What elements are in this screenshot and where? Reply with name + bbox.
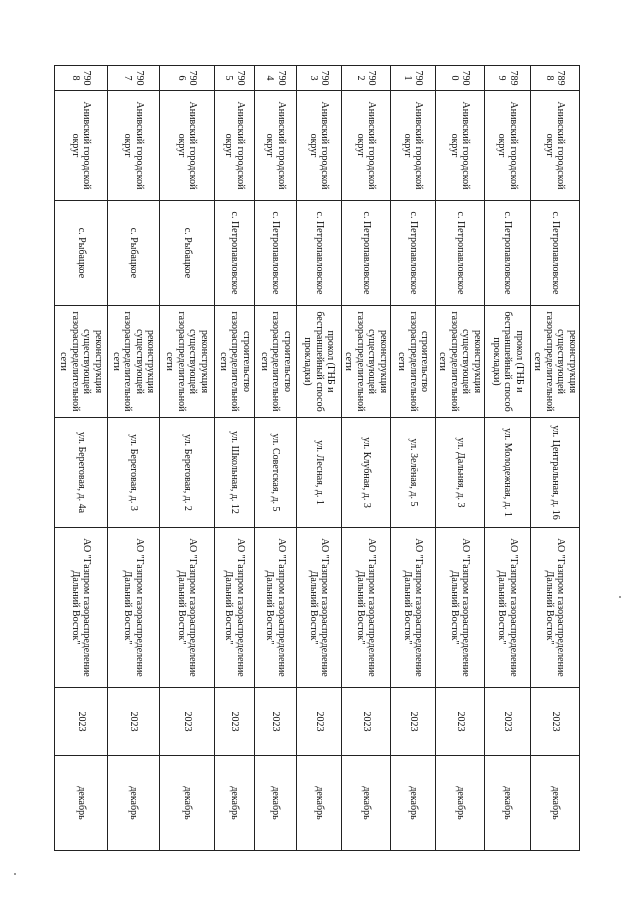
organization-cell: АО "Газпром газораспределение Дальний Восток" [215,528,255,688]
year-cell: 2023 [391,688,436,756]
locality-cell: с. Петропавловское [531,201,580,306]
work-type-cell: реконструкция существующей газораспределительной сети [342,306,391,418]
year-cell: 2023 [160,688,215,756]
address-cell: ул. Береговая, д. 3 [108,418,160,528]
row-number: 7906 [160,66,215,91]
month-cell: декабрь [215,756,255,851]
address-cell: ул. Береговая, д. 4а [55,418,108,528]
locality-cell: с. Петропавловское [391,201,436,306]
locality-cell: с. Рыбацкое [160,201,215,306]
year-cell: 2023 [436,688,485,756]
locality-cell: с. Петропавловское [436,201,485,306]
district-cell: Анивский городской округ [215,91,255,201]
locality-cell: с. Рыбацкое [55,201,108,306]
district-cell: Анивский городской округ [485,91,531,201]
year-cell: 2023 [215,688,255,756]
year-cell: 2023 [531,688,580,756]
month-cell: декабрь [108,756,160,851]
district-cell: Анивский городской округ [160,91,215,201]
locality-cell: с. Петропавловское [297,201,342,306]
work-type-cell: строительство газораспределительной сети [391,306,436,418]
locality-cell: с. Петропавловское [485,201,531,306]
scan-speck [14,873,16,875]
organization-cell: АО "Газпром газораспределение Дальний Восток" [436,528,485,688]
row-number: 7900 [436,66,485,91]
table-row [485,66,531,851]
year-cell: 2023 [342,688,391,756]
work-type-cell: прокол (ГНБ и бестраншейный способ прокладки) [297,306,342,418]
work-type-cell: реконструкция существующей газораспределительной сети [531,306,580,418]
district-cell: Анивский городской округ [255,91,297,201]
row-number: 7907 [108,66,160,91]
table-row [55,66,108,851]
district-cell: Анивский городской округ [297,91,342,201]
address-cell: ул. Береговая, д. 2 [160,418,215,528]
district-cell: Анивский городской округ [436,91,485,201]
work-type-cell: строительство газораспределительной сети [255,306,297,418]
organization-cell: АО "Газпром газораспределение Дальний Восток" [531,528,580,688]
row-number: 7903 [297,66,342,91]
organization-cell: АО "Газпром газораспределение Дальний Восток" [342,528,391,688]
row-number: 7904 [255,66,297,91]
address-cell: ул. Советская, д. 5 [255,418,297,528]
locality-cell: с. Петропавловское [215,201,255,306]
year-cell: 2023 [55,688,108,756]
year-cell: 2023 [485,688,531,756]
work-type-cell: реконструкция существующей газораспределительной сети [108,306,160,418]
organization-cell: АО "Газпром газораспределение Дальний Восток" [108,528,160,688]
month-cell: декабрь [436,756,485,851]
work-type-cell: реконструкция существующей газораспределительной сети [55,306,108,418]
address-cell: ул. Дальняя, д. 3 [436,418,485,528]
table-row [436,66,485,851]
works-table [54,65,580,851]
district-cell: Анивский городской округ [342,91,391,201]
address-cell: ул. Молодежная, д. 1 [485,418,531,528]
organization-cell: АО "Газпром газораспределение Дальний Восток" [255,528,297,688]
locality-cell: с. Петропавловское [342,201,391,306]
address-cell: ул. Клубная, д. 3 [342,418,391,528]
table-row [531,66,580,851]
organization-cell: АО "Газпром газораспределение Дальний Восток" [55,528,108,688]
district-cell: Анивский городской округ [391,91,436,201]
year-cell: 2023 [297,688,342,756]
work-type-cell: прокол (ГНБ и бестраншейный способ прокладки) [485,306,531,418]
address-cell: ул. Лесная, д. 1 [297,418,342,528]
row-number: 7899 [485,66,531,91]
month-cell: декабрь [55,756,108,851]
table-row [160,66,215,851]
year-cell: 2023 [255,688,297,756]
table-row [297,66,342,851]
month-cell: декабрь [255,756,297,851]
year-cell: 2023 [108,688,160,756]
work-type-cell: строительство газораспределительной сети [215,306,255,418]
month-cell: декабрь [160,756,215,851]
organization-cell: АО "Газпром газораспределение Дальний Восток" [485,528,531,688]
locality-cell: с. Рыбацкое [108,201,160,306]
organization-cell: АО "Газпром газораспределение Дальний Восток" [391,528,436,688]
address-cell: ул. Центральная, д. 16 [531,418,580,528]
scan-speck [619,596,621,598]
district-cell: Анивский городской округ [55,91,108,201]
row-number: 7902 [342,66,391,91]
row-number: 7905 [215,66,255,91]
row-number: 7901 [391,66,436,91]
address-cell: ул. Зелёная, д. 5 [391,418,436,528]
rotated-page [58,65,580,850]
district-cell: Анивский городской округ [531,91,580,201]
organization-cell: АО "Газпром газораспределение Дальний Восток" [160,528,215,688]
district-cell: Анивский городской округ [108,91,160,201]
address-cell: ул. Школьная, д. 12 [215,418,255,528]
table-row [342,66,391,851]
month-cell: декабрь [531,756,580,851]
locality-cell: с. Петропавловское [255,201,297,306]
row-number: 7908 [55,66,108,91]
work-type-cell: реконструкция существующей газораспределительной сети [160,306,215,418]
table-body [55,66,580,851]
table-row [108,66,160,851]
work-type-cell: реконструкция существующей газораспределительной сети [436,306,485,418]
table-row [215,66,255,851]
table-row [391,66,436,851]
month-cell: декабрь [297,756,342,851]
month-cell: декабрь [391,756,436,851]
row-number: 7898 [531,66,580,91]
month-cell: декабрь [485,756,531,851]
table-row [255,66,297,851]
organization-cell: АО "Газпром газораспределение Дальний Восток" [297,528,342,688]
month-cell: декабрь [342,756,391,851]
